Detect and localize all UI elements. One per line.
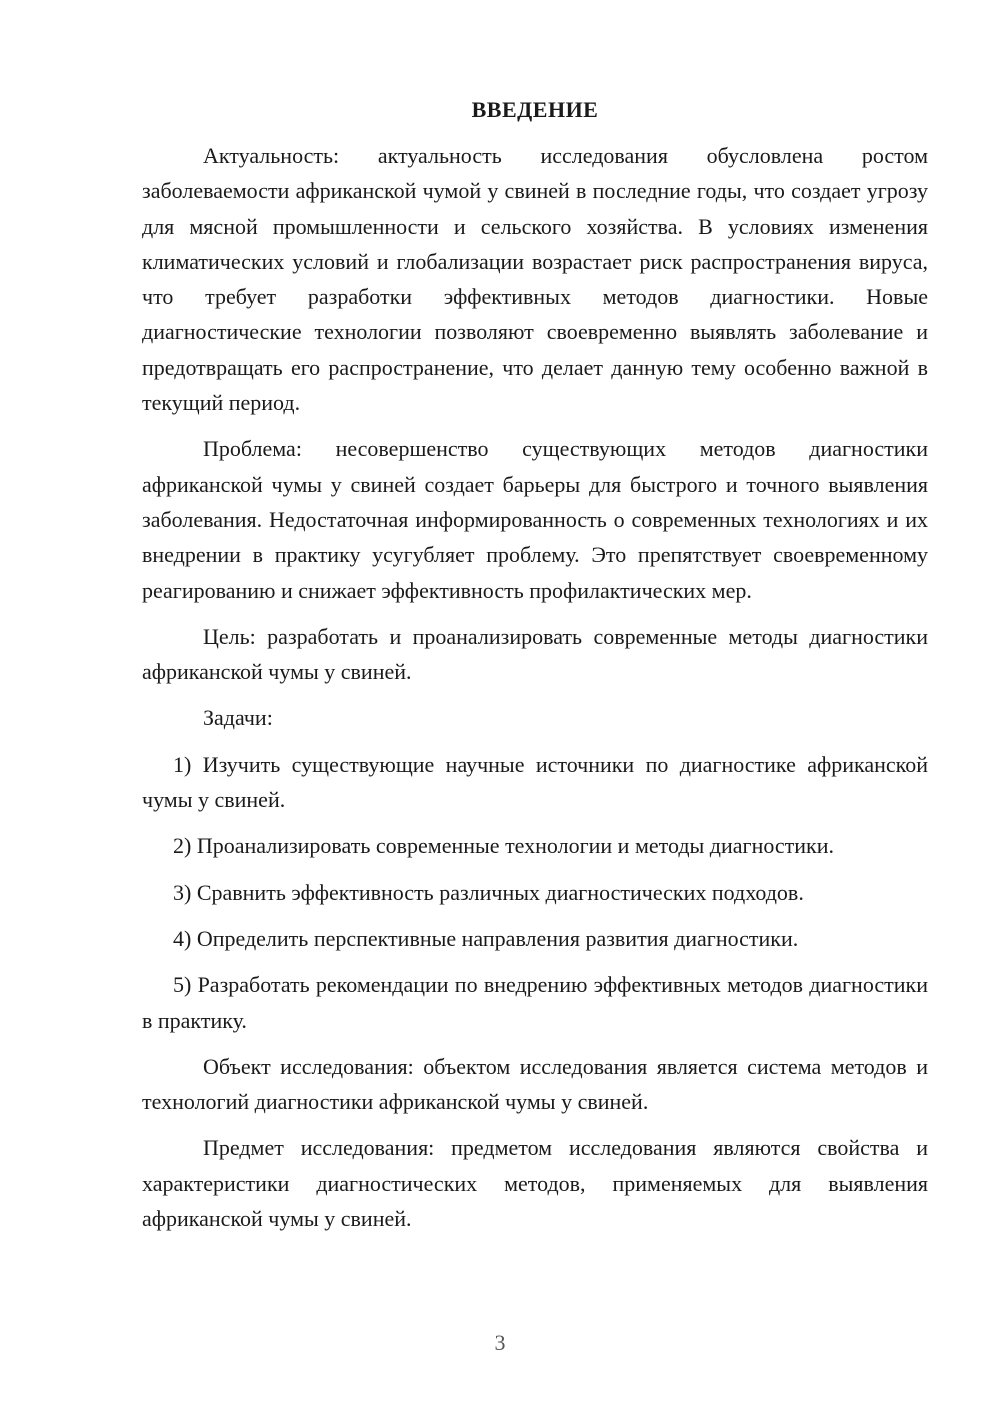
- subject-paragraph: Предмет исследования: предметом исследования являются свойства и характеристики диагностических методов, применяемых для выявления африканской чумы у свиней.: [142, 1135, 928, 1232]
- problem-paragraph: Проблема: несовершенство существующих методов диагностики африканской чумы у свиней создает барьеры для быстрого и точного выявления заболевания. Недостаточная информированность о современных технологиях и их внедрении в практику усугубляет проблему. Это препятствует своевременному реагированию и снижает эффективность профилактических мер.: [142, 436, 928, 603]
- task-item-4: 4) Определить перспективные направления развития диагностики.: [173, 925, 799, 951]
- goal-paragraph: Цель: разработать и проанализировать современные методы диагностики африканской чумы у свиней.: [142, 623, 928, 685]
- task-item-2: 2) Проанализировать современные технологии и методы диагностики.: [173, 833, 834, 859]
- task-item-5: 5) Разработать рекомендации по внедрению эффективных методов диагностики в практику.: [142, 972, 928, 1033]
- task-item-1: 1) Изучить существующие научные источники по диагностике африканской чумы у свиней.: [142, 751, 928, 813]
- object-paragraph: Объект исследования: объектом исследования является система методов и технологий диагностики африканской чумы у свиней.: [142, 1053, 928, 1115]
- section-heading: ВВЕДЕНИЕ: [471, 97, 599, 122]
- page-number: 3: [494, 1330, 506, 1355]
- tasks-label: Задачи:: [203, 705, 273, 731]
- page-content: [142, 92, 928, 1236]
- task-item-3: 3) Сравнить эффективность различных диагностических подходов.: [173, 879, 804, 905]
- relevance-paragraph: Актуальность: актуальность исследования обусловлена ростом заболеваемости африканской чумой у свиней в последние годы, что создает угрозу для мясной промышленности и сельского хозяйства. В условиях изменения климатических условий и глобализации возрастает риск распространения вируса, что требует разработки эффективных методов диагностики. Новые диагностические технологии позволяют своевременно выявлять заболевание и предотвращать его распространение, что делает данную тему особенно важной в текущий период.: [142, 143, 928, 416]
